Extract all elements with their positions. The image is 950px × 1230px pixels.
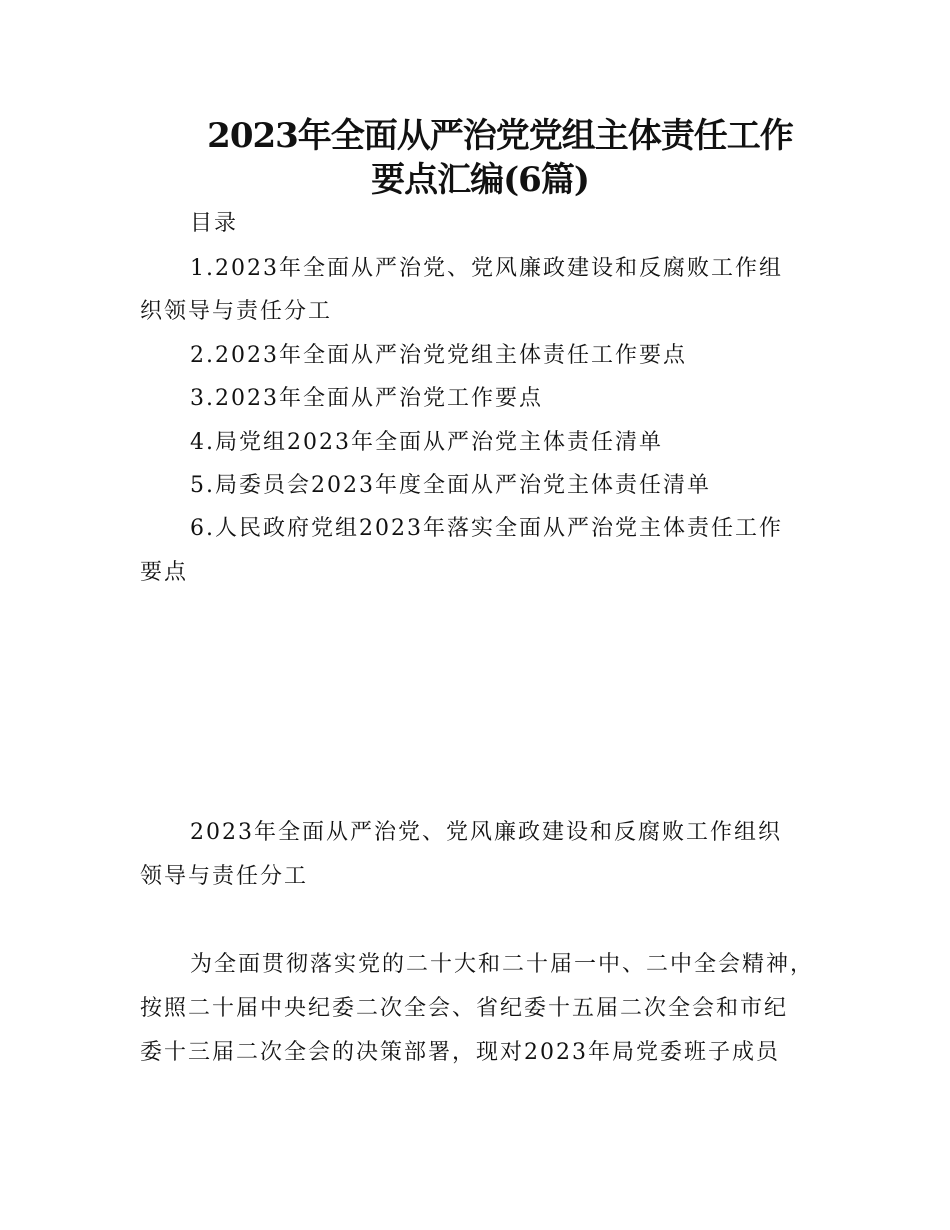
toc-heading: 目录: [190, 211, 239, 236]
section-heading-line-2: 领导与责任分工: [140, 864, 309, 889]
section-heading-line-1: 2023年全面从严治党、党风廉政建设和反腐败工作组织: [190, 820, 782, 845]
toc-item-6-line-1: 6.人民政府党组2023年落实全面从严治党主体责任工作: [190, 516, 783, 541]
document-title-line-1: 2023年全面从严治党党组主体责任工作: [207, 116, 793, 156]
toc-item-3: 3.2023年全面从严治党工作要点: [190, 386, 543, 411]
document-title-line-2: 要点汇编(6篇): [371, 160, 589, 200]
toc-item-5: 5.局委员会2023年度全面从严治党主体责任清单: [190, 473, 711, 498]
toc-item-4: 4.局党组2023年全面从严治党主体责任清单: [190, 430, 663, 455]
body-line-2: 按照二十届中央纪委二次全会、省纪委十五届二次全会和市纪: [140, 996, 789, 1021]
toc-item-1-line-2: 织领导与责任分工: [140, 299, 333, 324]
toc-item-2: 2.2023年全面从严治党党组主体责任工作要点: [190, 343, 687, 368]
toc-item-6-line-2: 要点: [140, 560, 189, 585]
toc-item-1-line-1: 1.2023年全面从严治党、党风廉政建设和反腐败工作组: [190, 256, 783, 281]
body-line-3: 委十三届二次全会的决策部署，现对2023年局党委班子成员: [140, 1040, 780, 1065]
body-line-1: 为全面贯彻落实党的二十大和二十届一中、二中全会精神，: [190, 952, 815, 977]
